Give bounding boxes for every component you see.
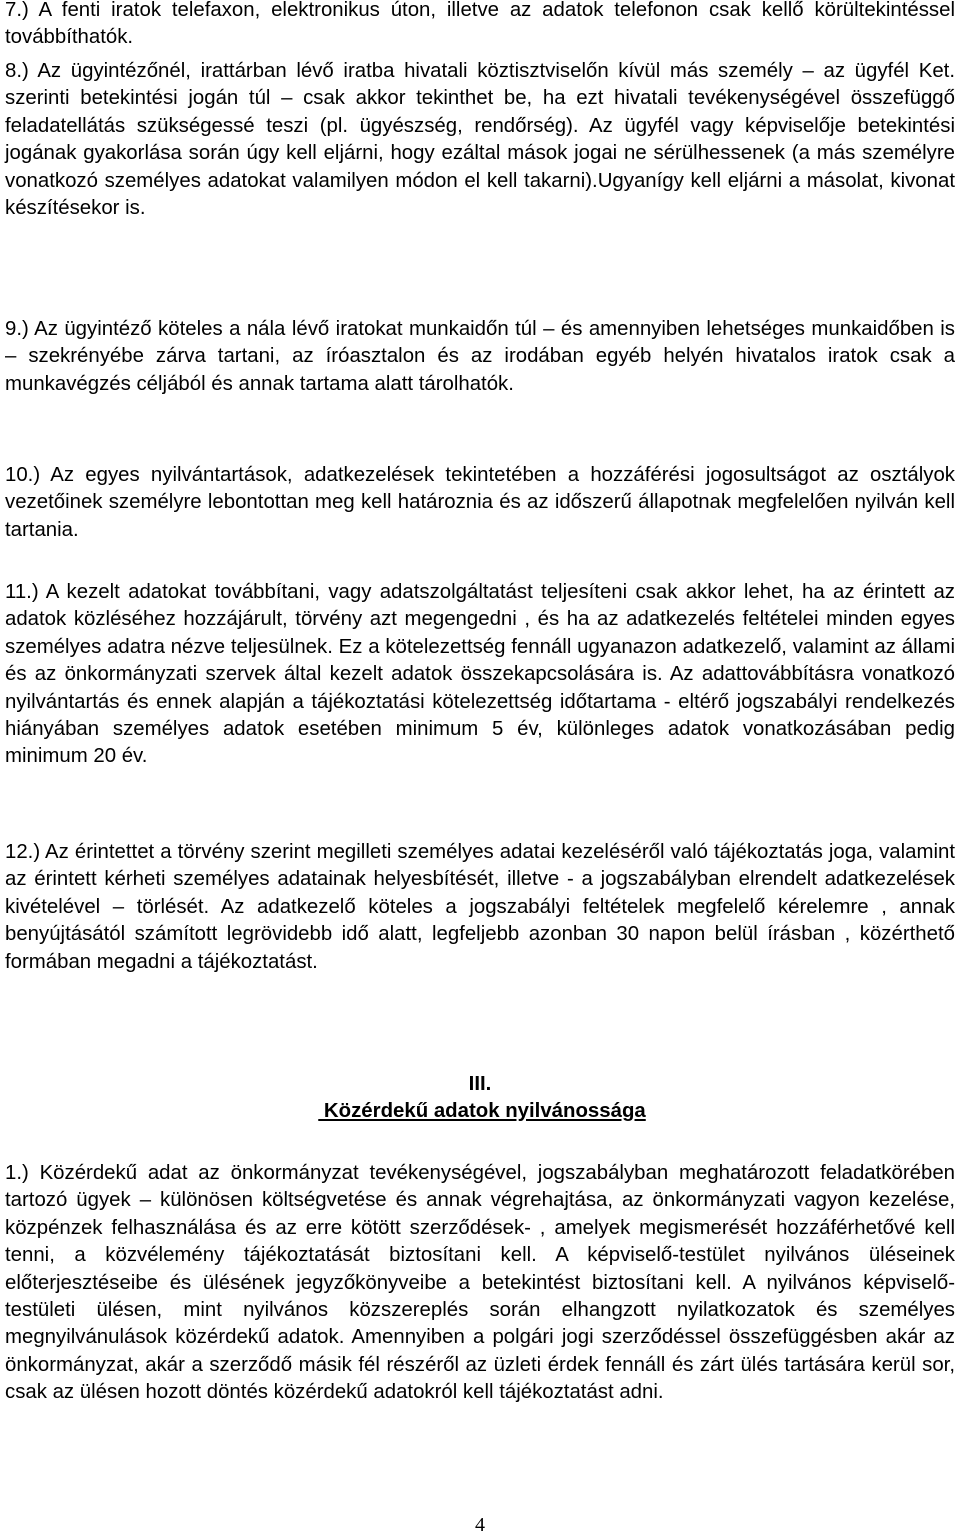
paragraph-10: 10.) Az egyes nyilvántartások, adatkezelések tekintetében a hozzáférési jogosultságot az osztályok vezetőinek személyre lebontottan meg kell határoznia és az időszerű állapotnak megfelelően nyilván kell tartania.: [5, 464, 955, 541]
paragraph-12: 12.) Az érintettet a törvény szerint megilleti személyes adatai kezeléséről való tájékoztatás joga, valamint az érintett kérheti személyes adatainak helyesbítését, illetve - a jogszabályban elrendelt adatkezelések kivételével – törlését. Az adatkezelő köteles a jogszabályi feltételek megfelelő kérelemre , annak benyújtásától számított legrövidebb idő alatt, legfeljebb azonban 30 napon belül írásban , közérthető formában megadni a tájékoztatást.: [5, 841, 955, 973]
section-title: Közérdekű adatok nyilvánossága: [318, 1100, 646, 1122]
paragraph-9: 9.) Az ügyintéző köteles a nála lévő iratokat munkaidőn túl – és amennyiben lehetséges munkaidőben is – szekrényébe zárva tartani, az íróasztalon és az irodában egyéb helyén hivatalos iratok csak a munkavégzés céljából és annak tartama alatt tárolhatók.: [5, 318, 955, 395]
paragraph-11: 11.) A kezelt adatokat továbbítani, vagy adatszolgáltatást teljesíteni csak akkor lehet, ha az érintett az adatok közléséhez hozzájárult, törvény azt megengedni , és ha az adatkezelés feltételei minden egyes személyes adatra nézve teljesülnek. Ez a kötelezettség fennáll ugyanazon adatkezelő, valamint az állami és az önkormányzati szervek által kezelt adatok összekapcsolására is. Az adattovábbításra vonatkozó nyilvántartás és ennek alapján a tájékoztatási kötelezettség időtartama - eltérő jogszabályi rendelkezés hiányában személyes adatok esetében minimum 5 év, különleges adatok vonatkozásában pedig minimum 20 év.: [5, 581, 955, 768]
section-paragraph-1: 1.) Közérdekű adat az önkormányzat tevékenységével, jogszabályban meghatározott feladatkörében tartozó ügyek – különösen költségvetése és annak végrehajtása, az önkormányzati vagyon kezelése, közpénzek felhasználása és az erre kötött szerződések- , amelyek megismerését hozzáférhetővé kell tenni, a közvélemény tájékoztatását biztosítani kell. A képviselő-testület nyilvános üléseinek előterjesztéseibe és ülésének jegyzőkönyveibe a betekintést biztosítani kell. A nyilvános képviselő-testületi ülésen, mint nyilvános közszereplés során elhangzott nyilatkozatok és személyes megnyilvánulások közérdekű adatok. Amennyiben a polgári jogi szerződéssel összefüggésben akár az önkormányzat, akár a szerződő másik fél részéről az üzleti érdek fennáll és zárt ülés tartására kerül sor, csak az ülésen hozott döntés közérdekű adatokról kell tájékoztatást adni.: [5, 1162, 955, 1404]
page-number: 4: [475, 1514, 485, 1536]
paragraph-8: 8.) Az ügyintézőnél, irattárban lévő iratba hivatali köztisztviselőn kívül más személy – az ügyfél Ket. szerinti betekintési jogán túl – csak akkor tekinthet be, ha ezt hivatali tevékenységével összefüggő feladatellátás szükségessé teszi (pl. ügyészség, rendőrség). Az ügyfél vagy képviselője betekintési jogának gyakorlása során úgy kell eljárni, hogy ezáltal mások jogai ne sérülhessenek (a más személyre vonatkozó személyes adatokat valamilyen módon el kell takarni).Ugyanígy kell eljárni a másolat, kivonat készítésekor is.: [5, 60, 955, 220]
paragraph-7: 7.) A fenti iratok telefaxon, elektronikus úton, illetve az adatok telefonon csak kellő körültekintéssel továbbíthatók.: [5, 0, 955, 49]
section-number: III.: [468, 1073, 492, 1095]
